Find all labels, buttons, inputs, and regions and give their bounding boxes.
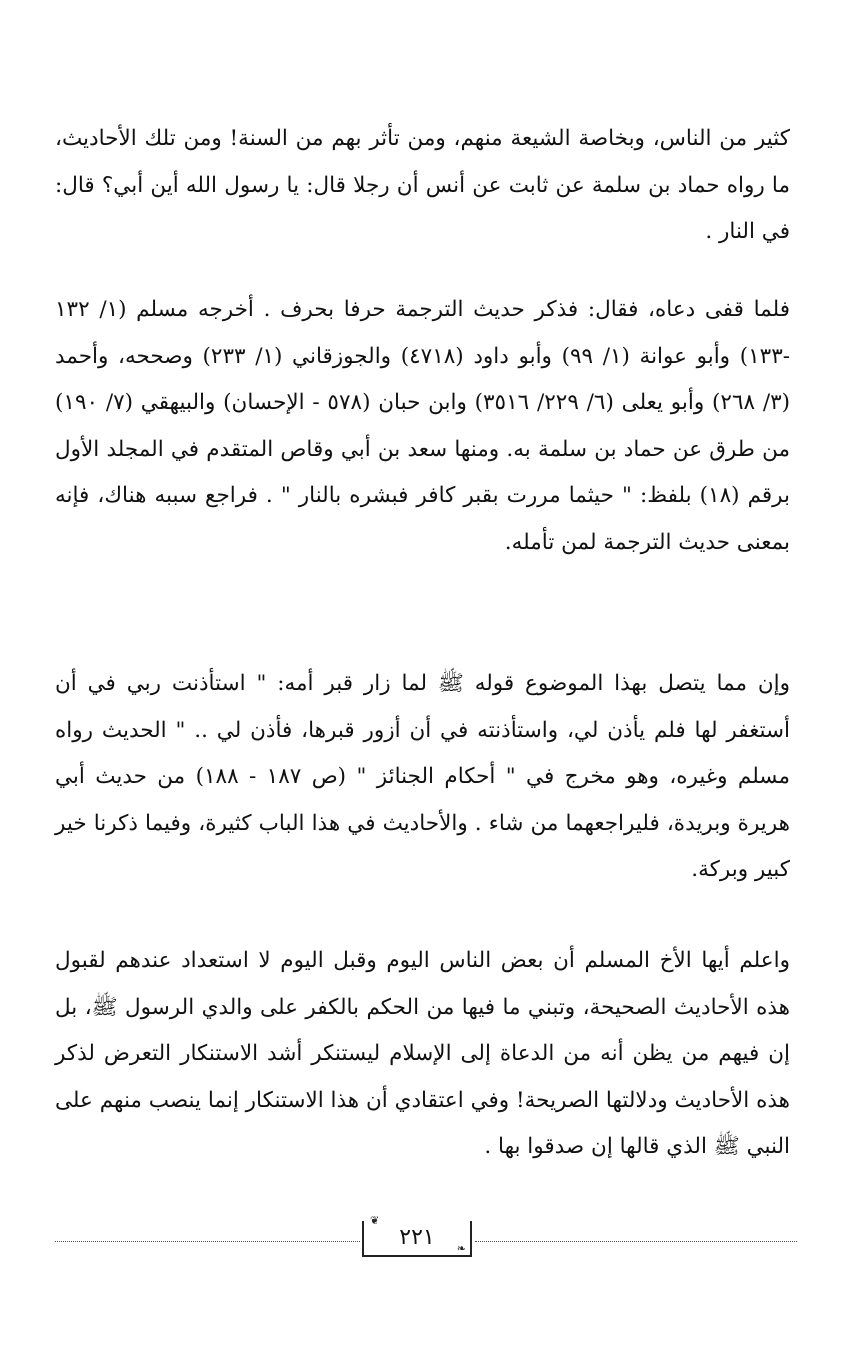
paragraph-4: واعلم أيها الأخ المسلم أن بعض الناس اليوم وقبل اليوم لا استعداد عندهم لقبول هذه الأحاديث الصحيحة، وتبني ما فيها من الحكم بالكفر على والدي الرسول ﷺ، بل إن فيهم من يظن أنه من الدعاة إلى الإسلام ليستنكر أشد الاستنكار التعرض لذكر هذه الأحاديث ودلالتها الصريحة! وفي اعتقادي أن هذا الاستنكار إنما ينصب منهم على النبي ﷺ الذي قالها إن صدقوا بها . [55, 948, 790, 1159]
footer-dotted-line-left [55, 1241, 360, 1242]
paragraph-1: كثير من الناس، وبخاصة الشيعة منهم، ومن تأثر بهم من السنة! ومن تلك الأحاديث، ما رواه حماد بن سلمة عن ثابت عن أنس أن رجلا قال: يا رسول الله أين أبي؟ قال: في النار . [55, 126, 790, 244]
page-number-frame [362, 1214, 472, 1257]
footer-dotted-line-right [475, 1241, 797, 1242]
ornament-icon: ❧ [456, 1242, 466, 1255]
ornament-icon: ❦ [370, 1214, 380, 1227]
paragraph-2: فلما قفى دعاه، فقال: فذكر حديث الترجمة حرفا بحرف . أخرجه مسلم (١/ ١٣٢ -١٣٣) وأبو عوانة (١/ ٩٩) وأبو داود (٤٧١٨) والجوزقاني (١/ ٢٣٣) وصححه، وأحمد (٣/ ٢٦٨) وأبو يعلى (٦/ ٢٢٩/ ٣٥١٦) وابن حبان (٥٧٨ - الإحسان) والبيهقي (٧/ ١٩٠) من طرق عن حماد بن سلمة به. ومنها سعد بن أبي وقاص المتقدم في المجلد الأول برقم (١٨) بلفظ: " حيثما مررت بقبر كافر فبشره بالنار " . فراجع سببه هناك، فإنه بمعنى حديث الترجمة لمن تأمله. [55, 297, 791, 555]
page-number: ٢٢١ [399, 1225, 435, 1250]
paragraph-3: وإن مما يتصل بهذا الموضوع قوله ﷺ لما زار قبر أمه: " استأذنت ربي في أن أستغفر لها فلم يأذن لي، واستأذنته في أن أزور قبرها، فأذن لي .. " الحديث رواه مسلم وغيره، وهو مخرج في " أحكام الجنائز " (ص ١٨٧ - ١٨٨) من حديث أبي هريرة وبريدة، فليراجعهما من شاء . والأحاديث في هذا الباب كثيرة، وفيما ذكرنا خير كبير وبركة. [55, 671, 791, 882]
